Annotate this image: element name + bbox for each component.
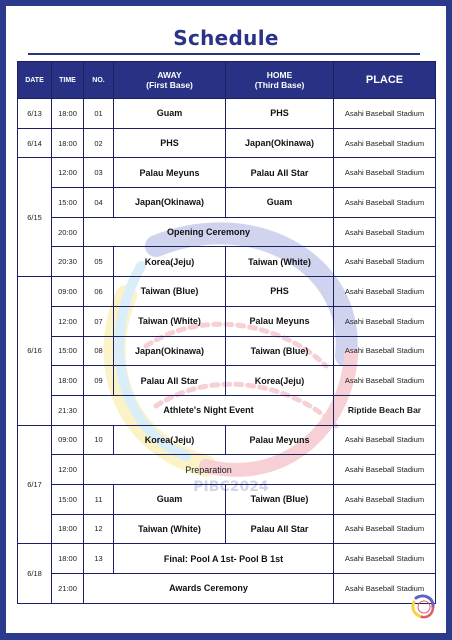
table-row (18, 217, 436, 247)
date-cell: 6/17 (18, 425, 52, 544)
away-team-cell: Taiwan (White) (114, 306, 226, 336)
time-cell: 12:00 (52, 455, 84, 485)
time-cell: 09:00 (52, 425, 84, 455)
table-row (18, 455, 436, 485)
place-cell: Asahi Baseball Stadium (334, 544, 436, 574)
game-number-cell: 02 (84, 128, 114, 158)
table-row (18, 484, 436, 514)
time-cell: 21:30 (52, 395, 84, 425)
game-number-cell: 03 (84, 158, 114, 188)
away-team-cell: Taiwan (White) (114, 514, 226, 544)
date-cell: 6/18 (18, 544, 52, 603)
away-team-cell: Taiwan (Blue) (114, 277, 226, 307)
time-cell: 18:00 (52, 128, 84, 158)
home-team-cell: Korea(Jeju) (226, 366, 334, 396)
home-team-cell: Guam (226, 188, 334, 218)
table-row (18, 514, 436, 544)
table-row (18, 306, 436, 336)
header-time: TIME (52, 62, 84, 99)
time-cell: 18:00 (52, 544, 84, 574)
table-row (18, 99, 436, 129)
header-date: DATE (18, 62, 52, 99)
header-home-title: HOME (266, 70, 293, 80)
place-cell: Riptide Beach Bar (334, 395, 436, 425)
place-cell: Asahi Baseball Stadium (334, 574, 436, 604)
away-team-cell: Japan(Okinawa) (114, 188, 226, 218)
schedule-page (6, 6, 446, 633)
watermark-text: PIBC2024 (193, 479, 269, 495)
time-cell: 18:00 (52, 514, 84, 544)
game-number-cell: 04 (84, 188, 114, 218)
away-team-cell: Korea(Jeju) (114, 425, 226, 455)
time-cell: 15:00 (52, 336, 84, 366)
date-cell: 6/14 (18, 128, 52, 158)
away-team-cell: Japan(Okinawa) (114, 336, 226, 366)
date-cell: 6/13 (18, 99, 52, 129)
table-row (18, 425, 436, 455)
game-number-cell: 11 (84, 484, 114, 514)
game-number-cell: 07 (84, 306, 114, 336)
home-team-cell: Palau All Star (226, 158, 334, 188)
table-row (18, 277, 436, 307)
time-cell: 15:00 (52, 188, 84, 218)
game-number-cell: 10 (84, 425, 114, 455)
header-no: NO. (84, 62, 114, 99)
game-number-cell: 09 (84, 366, 114, 396)
date-cell: 6/16 (18, 277, 52, 425)
place-cell: Asahi Baseball Stadium (334, 128, 436, 158)
table-row (18, 544, 436, 574)
place-cell: Asahi Baseball Stadium (334, 306, 436, 336)
time-cell: 20:30 (52, 247, 84, 277)
table-row (18, 158, 436, 188)
schedule-table (17, 61, 436, 604)
game-number-cell: 13 (84, 544, 114, 574)
time-cell: 18:00 (52, 366, 84, 396)
game-number-cell: 12 (84, 514, 114, 544)
header-home-sub: (Third Base) (254, 80, 305, 90)
header-away-title: AWAY (157, 70, 182, 80)
away-team-cell: Korea(Jeju) (114, 247, 226, 277)
time-cell: 09:00 (52, 277, 84, 307)
event-cell: Athlete's Night Event (84, 395, 334, 425)
time-cell: 21:00 (52, 574, 84, 604)
home-team-cell: Japan(Okinawa) (226, 128, 334, 158)
header-away-sub: (First Base) (146, 80, 193, 90)
home-team-cell: Taiwan (White) (226, 247, 334, 277)
table-row (18, 574, 436, 604)
game-number-cell: 08 (84, 336, 114, 366)
header-away (114, 62, 226, 99)
away-team-cell: PHS (114, 128, 226, 158)
table-row (18, 128, 436, 158)
table-row (18, 247, 436, 277)
place-cell: Asahi Baseball Stadium (334, 366, 436, 396)
event-cell: Final: Pool A 1st- Pool B 1st (114, 544, 334, 574)
event-cell: Preparation (84, 455, 334, 485)
home-team-cell: Taiwan (Blue) (226, 336, 334, 366)
away-team-cell: Guam (114, 484, 226, 514)
table-header-row (18, 62, 436, 99)
home-team-cell: PHS (226, 277, 334, 307)
place-cell: Asahi Baseball Stadium (334, 188, 436, 218)
game-number-cell: 06 (84, 277, 114, 307)
place-cell: Asahi Baseball Stadium (334, 455, 436, 485)
place-cell: Asahi Baseball Stadium (334, 158, 436, 188)
place-cell: Asahi Baseball Stadium (334, 514, 436, 544)
time-cell: 12:00 (52, 306, 84, 336)
home-team-cell: Palau Meyuns (226, 306, 334, 336)
home-team-cell: PHS (226, 99, 334, 129)
table-row (18, 188, 436, 218)
game-number-cell: 01 (84, 99, 114, 129)
away-team-cell: Guam (114, 99, 226, 129)
header-place: PLACE (334, 62, 436, 99)
away-team-cell: Palau All Star (114, 366, 226, 396)
place-cell: Asahi Baseball Stadium (334, 336, 436, 366)
date-cell: 6/15 (18, 158, 52, 277)
event-cell: Opening Ceremony (84, 217, 334, 247)
time-cell: 12:00 (52, 158, 84, 188)
table-row (18, 366, 436, 396)
home-team-cell: Palau All Star (226, 514, 334, 544)
time-cell: 15:00 (52, 484, 84, 514)
home-team-cell: Palau Meyuns (226, 425, 334, 455)
time-cell: 18:00 (52, 99, 84, 129)
place-cell: Asahi Baseball Stadium (334, 425, 436, 455)
place-cell: Asahi Baseball Stadium (334, 247, 436, 277)
away-team-cell: Palau Meyuns (114, 158, 226, 188)
place-cell: Asahi Baseball Stadium (334, 99, 436, 129)
game-number-cell: 05 (84, 247, 114, 277)
title-underline (28, 53, 420, 55)
place-cell: Asahi Baseball Stadium (334, 484, 436, 514)
place-cell: Asahi Baseball Stadium (334, 217, 436, 247)
table-row (18, 395, 436, 425)
time-cell: 20:00 (52, 217, 84, 247)
table-row (18, 336, 436, 366)
page-title: Schedule (173, 26, 279, 50)
home-team-cell: Taiwan (Blue) (226, 484, 334, 514)
tournament-logo-icon (410, 592, 438, 620)
header-home (226, 62, 334, 99)
place-cell: Asahi Baseball Stadium (334, 277, 436, 307)
event-cell: Awards Ceremony (84, 574, 334, 604)
